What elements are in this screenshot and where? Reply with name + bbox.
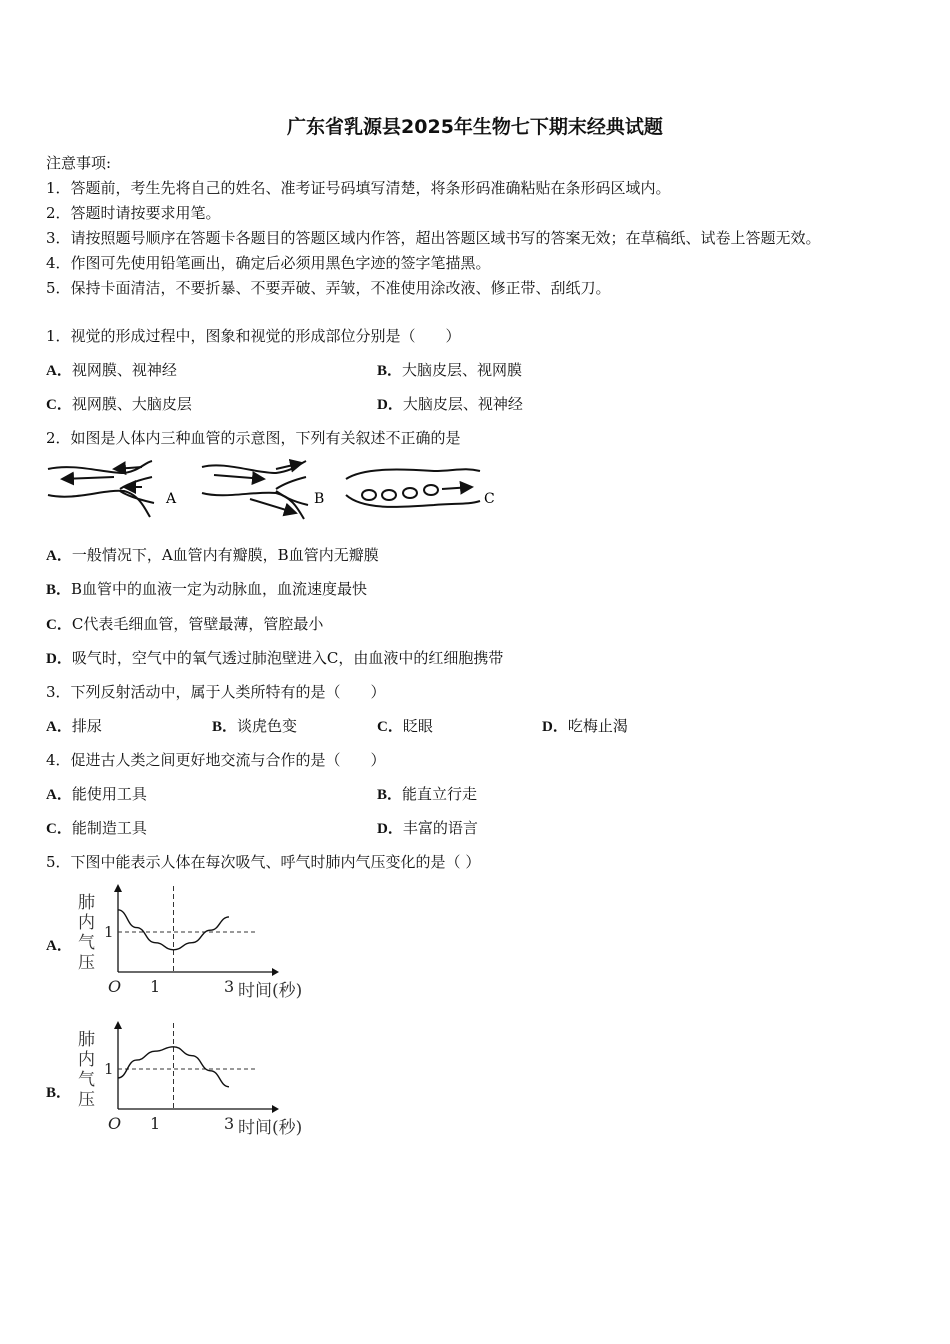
q4-option-a[interactable] [46, 784, 147, 805]
q1-option-b[interactable] [377, 360, 522, 381]
y-tick-label: 1 [104, 1060, 114, 1078]
q3-option-b[interactable] [212, 716, 297, 737]
option-label: C． [46, 821, 72, 837]
q4-option-d[interactable] [377, 818, 478, 839]
x-tick-label: 3 [224, 1114, 235, 1133]
vessel-a-diagram [48, 461, 154, 517]
option-text: 视网膜、大脑皮层 [71, 395, 192, 413]
option-label: B． [377, 363, 403, 379]
y-tick-label: 1 [104, 923, 114, 941]
q4-option-b[interactable] [377, 784, 477, 805]
option-label: D． [377, 397, 403, 413]
q1-option-d[interactable] [377, 394, 523, 415]
blood-vessel-figure [44, 455, 499, 527]
notice-item: 4．作图可先使用铅笔画出，确定后必须用黑色字迹的签字笔描黑。 [46, 254, 491, 272]
option-label: D． [377, 821, 403, 837]
x-axis-label: 时间(秒) [238, 1118, 303, 1138]
option-text: 丰富的语言 [402, 819, 478, 837]
option-label: A． [46, 363, 72, 379]
q1-option-a[interactable] [46, 360, 177, 381]
notice-item: 3．请按照题号顺序在答题卡各题目的答题区域内作答，超出答题区域书写的答案无效；在草稿纸、试卷上答题无效。 [46, 229, 821, 247]
option-text: B血管中的血液一定为动脉血，血流速度最快 [71, 580, 368, 598]
question-2-stem: 2．如图是人体内三种血管的示意图，下列有关叙述不正确的是 [46, 429, 461, 447]
option-text: 谈虎色变 [237, 717, 298, 735]
x-tick-label: 1 [150, 977, 161, 996]
option-text: 一般情况下，A血管内有瓣膜，B血管内无瓣膜 [71, 546, 379, 564]
pressure-chart-b [74, 1017, 334, 1145]
page-title: 广东省乳源县2025年生物七下期末经典试题 [287, 116, 663, 138]
notice-item: 2．答题时请按要求用笔。 [46, 204, 221, 222]
option-label: B． [212, 719, 238, 735]
option-label: A． [46, 719, 72, 735]
option-label: C． [377, 719, 403, 735]
q4-option-c[interactable] [46, 818, 147, 839]
x-axis-label: 时间(秒) [238, 981, 303, 1001]
q2-option-a[interactable] [46, 545, 379, 566]
option-label: D． [542, 719, 568, 735]
y-axis-label-char: 气 [78, 933, 95, 953]
option-text: C代表毛细血管，管壁最薄，管腔最小 [71, 615, 324, 633]
option-label: D． [46, 651, 72, 667]
origin-label: O [108, 977, 122, 996]
option-text: 排尿 [71, 717, 102, 735]
q3-option-c[interactable] [377, 716, 433, 737]
y-axis-arrow [114, 1021, 122, 1029]
y-axis-label-char: 压 [78, 953, 95, 973]
y-axis-label-char: 内 [78, 913, 95, 933]
notice-heading: 注意事项: [46, 154, 112, 172]
vessel-b-diagram [202, 461, 308, 519]
q5-option-b[interactable] [46, 1082, 71, 1103]
q3-option-a[interactable] [46, 716, 102, 737]
notice-item: 1．答题前，考生先将自己的姓名、准考证号码填写清楚，将条形码准确粘贴在条形码区域内。 [46, 179, 671, 197]
option-text: 吃梅止渴 [567, 717, 628, 735]
question-3-stem: 3．下列反射活动中，属于人类所特有的是（ ） [46, 683, 386, 701]
x-axis-arrow [272, 1105, 279, 1113]
x-tick-label: 1 [150, 1114, 161, 1133]
q5-option-a[interactable] [46, 935, 72, 956]
pressure-chart-a [74, 880, 334, 1008]
q3-option-d[interactable] [542, 716, 628, 737]
option-label: B． [46, 582, 72, 598]
vessel-b-label: B [314, 491, 325, 507]
y-axis-arrow [114, 884, 122, 892]
x-axis-arrow [272, 968, 279, 976]
q1-option-c[interactable] [46, 394, 192, 415]
question-4-stem: 4．促进古人类之间更好地交流与合作的是（ ） [46, 751, 386, 769]
q2-option-c[interactable] [46, 614, 323, 635]
option-text: 大脑皮层、视神经 [402, 395, 523, 413]
option-text: 能直立行走 [402, 785, 478, 803]
x-tick-label: 3 [224, 977, 235, 996]
vessel-a-label: A [166, 491, 177, 507]
option-text: 视网膜、视神经 [71, 361, 177, 379]
y-axis-label-char: 肺 [78, 893, 95, 913]
red-blood-cell [382, 490, 396, 500]
notice-item: 5．保持卡面清洁，不要折暴、不要弄破、弄皱，不准使用涂改液、修正带、刮纸刀。 [46, 279, 611, 297]
y-axis-label-char: 肺 [78, 1030, 95, 1050]
option-text: 能使用工具 [71, 785, 147, 803]
option-label: A． [46, 938, 72, 954]
option-label: A． [46, 787, 72, 803]
option-text: 眨眼 [402, 717, 433, 735]
origin-label: O [108, 1114, 122, 1133]
vessel-c-label: C [484, 491, 495, 507]
option-label: A． [46, 548, 72, 564]
y-axis-label-char: 气 [78, 1070, 95, 1090]
option-label: C． [46, 397, 72, 413]
red-blood-cell [362, 490, 376, 500]
option-text: 能制造工具 [71, 819, 147, 837]
question-5-stem: 5．下图中能表示人体在每次吸气、呼气时肺内气压变化的是（ ） [46, 853, 481, 871]
option-label: B． [377, 787, 403, 803]
option-label: C． [46, 617, 72, 633]
red-blood-cell [403, 488, 417, 498]
y-axis-label-char: 压 [78, 1090, 95, 1110]
option-text: 大脑皮层、视网膜 [402, 361, 523, 379]
q2-option-d[interactable] [46, 648, 503, 669]
option-text: 吸气时，空气中的氧气透过肺泡壁进入C，由血液中的红细胞携带 [71, 649, 504, 667]
q2-option-b[interactable] [46, 579, 367, 600]
option-label: B． [46, 1085, 72, 1101]
y-axis-label-char: 内 [78, 1050, 95, 1070]
vessel-c-diagram [346, 469, 480, 507]
red-blood-cell [424, 485, 438, 495]
question-1-stem: 1．视觉的形成过程中，图象和视觉的形成部位分别是（ ） [46, 327, 461, 345]
